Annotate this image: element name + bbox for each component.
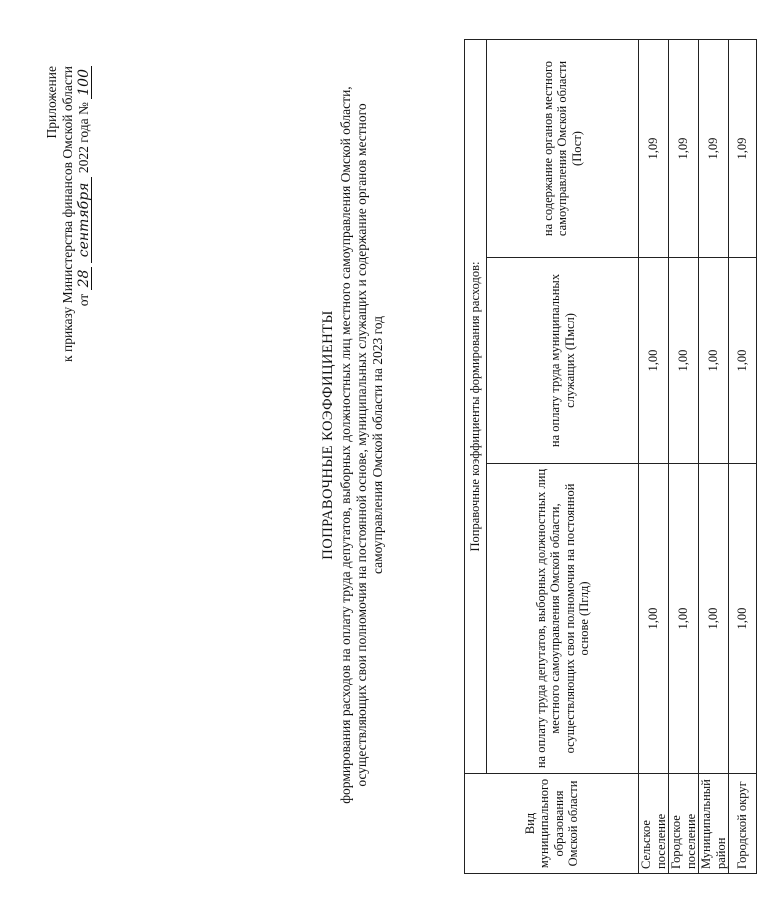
cell-value: 1,00 (699, 464, 729, 774)
table-header-row (465, 39, 487, 873)
cell-value: 1,09 (639, 39, 669, 257)
row-name: Городской округ (729, 774, 757, 874)
table-row (729, 39, 757, 873)
date-year: 2022 года № (76, 102, 91, 174)
header-deputies-pay: на оплату труда депутатов, выборных должностных лиц местного самоуправления Омской области, осуществляющих свои полномочия на постоянной основе (Пглд) (487, 464, 639, 774)
table-subheader-row (487, 39, 639, 873)
cell-value: 1,09 (729, 39, 757, 257)
table-row (699, 39, 729, 873)
header-bodies-upkeep: на содержание органов местного самоуправления Омской области (Пост) (487, 39, 639, 257)
coefficients-table (464, 39, 757, 874)
cell-value: 1,09 (699, 39, 729, 257)
row-name: Муниципальный район (699, 774, 729, 874)
table-row (639, 39, 669, 873)
document-title: ПОПРАВОЧНЫЕ КОЭФФИЦИЕНТЫ (320, 310, 336, 560)
subtitle-line: осуществляющих свои полномочия на постоянной основе, муниципальных служащих и содержание органов местного (354, 103, 369, 787)
cell-value: 1,00 (669, 464, 699, 774)
cell-value: 1,09 (669, 39, 699, 257)
row-name: Сельское поселение (639, 774, 669, 874)
cell-value: 1,00 (639, 258, 669, 464)
cell-value: 1,00 (639, 464, 669, 774)
handwritten-month: сентября (77, 177, 92, 264)
header-municipality-type: Вид муниципального образования Омской области (465, 774, 639, 874)
cell-value: 1,00 (669, 258, 699, 464)
cell-value: 1,00 (699, 258, 729, 464)
appendix-label: Приложение (44, 66, 59, 139)
appendix-order-ref: к приказу Министерства финансов Омской области (60, 66, 75, 362)
subtitle-line: самоуправления Омской области на 2023 год (370, 316, 385, 575)
header-employees-pay: на оплату труда муниципальных служащих (Пмсл) (487, 258, 639, 464)
handwritten-order-number: 100 (77, 66, 92, 99)
appendix-date-line (76, 66, 92, 626)
cell-value: 1,00 (729, 258, 757, 464)
row-name: Городское поселение (669, 774, 699, 874)
header-coefficients-group: Поправочные коэффициенты формирования расходов: (465, 39, 487, 773)
table-row (669, 39, 699, 873)
cell-value: 1,00 (729, 464, 757, 774)
date-prefix: от (76, 293, 91, 307)
handwritten-day: 28 (77, 267, 92, 291)
document-subtitle (338, 55, 386, 835)
subtitle-line: формирования расходов на оплату труда депутатов, выборных должностных лиц местного самоуправления Омской области, (338, 86, 353, 804)
appendix-block (44, 66, 92, 626)
